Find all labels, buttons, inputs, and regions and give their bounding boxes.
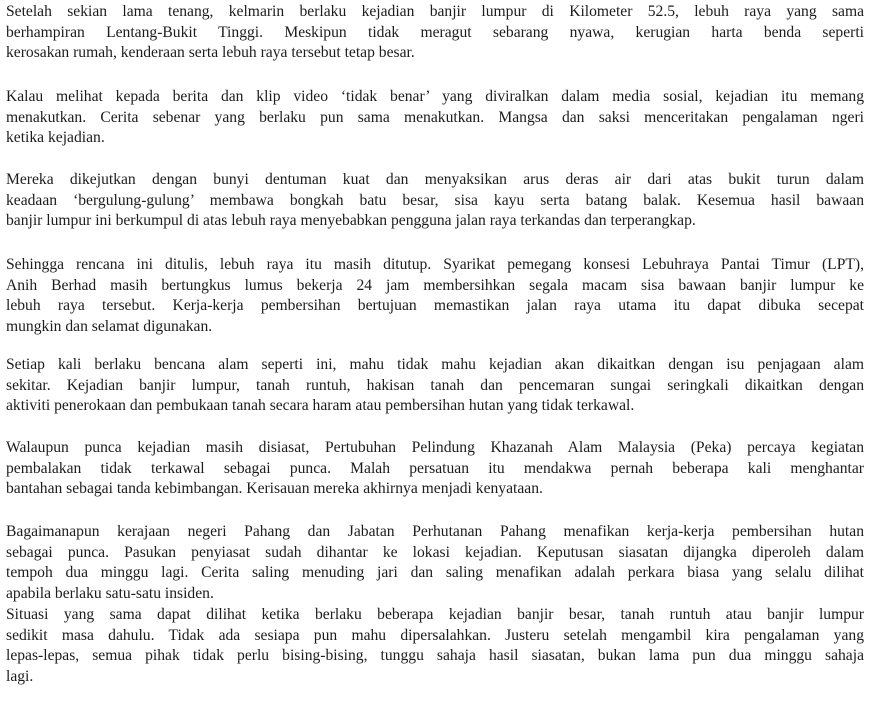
text-line: aktiviti penerokaan dan pembukaan tanah secara haram atau pembersihan hutan yang tidak terkawal. [6, 397, 635, 415]
paragraph [6, 87, 864, 149]
text-line: tempoh dua minggu lagi. Cerita saling menuding jari dan saling menafikan adalah perkara biasa yang selalu dilihat [6, 564, 864, 582]
text-line: Setelah sekian lama tenang, kelmarin berlaku kejadian banjir lumpur di Kilometer 52.5, lebuh raya yang sama [6, 3, 864, 20]
text-line: sekitar. Kejadian banjir lumpur, tanah runtuh, hakisan tanah dan pencemaran sungai seringkali dikaitkan dengan [6, 376, 864, 394]
text-line: sebagai punca. Pasukan penyiasat sudah dihantar ke lokasi kejadian. Keputusan siasatan dijangka diperoleh dalam [6, 543, 864, 561]
paragraph [6, 522, 864, 604]
text-line: Bagaimanapun kerajaan negeri Pahang dan Jabatan Perhutanan Pahang menafikan kerja-kerja pembersihan hutan [6, 523, 864, 540]
text-line: Sehingga rencana ini ditulis, lebuh raya itu masih ditutup. Syarikat pemegang konsesi Lebuhraya Pantai Timur (LPT), [6, 256, 864, 273]
paragraph [6, 438, 864, 500]
text-line: Mereka dikejutkan dengan bunyi dentuman kuat dan menyaksikan arus deras air dari atas bukit turun dalam [6, 171, 864, 188]
text-line: apabila berlaku satu-satu insiden. [6, 584, 214, 602]
text-line: lepas-lepas, semua pihak tidak perlu bising-bising, tunggu sahaja hasil siasatan, bukan lama pun dua minggu sahaja [6, 647, 864, 665]
text-line: sedikit masa dahulu. Tidak ada sesiapa pun mahu dipersalahkan. Justeru setelah mengambil kira pengalaman yang [6, 626, 864, 644]
text-line: ketika kejadian. [6, 129, 105, 147]
paragraph [6, 2, 864, 64]
text-line: bantahan sebagai tanda kebimbangan. Kerisauan mereka akhirnya menjadi kenyataan. [6, 480, 543, 498]
text-line: pembalakan tidak terkawal sebagai punca. Malah persatuan itu mendakwa pernah beberapa kali menghantar [6, 459, 864, 477]
text-line: Situasi yang sama dapat dilihat ketika berlaku beberapa kejadian banjir besar, tanah runtuh atau banjir lumpur [6, 606, 864, 623]
paragraph [6, 605, 864, 687]
text-line: lebuh raya tersebut. Kerja-kerja pembersihan bertujuan memastikan jalan raya utama itu dapat dibuka secepat [6, 297, 864, 315]
text-line: lagi. [6, 667, 34, 685]
paragraph [6, 355, 864, 417]
text-line: kerosakan rumah, kenderaan serta lebuh raya tersebut tetap besar. [6, 44, 415, 62]
text-line: banjir lumpur ini berkumpul di atas lebuh raya menyebabkan pengguna jalan raya terkandas dan terperangkap. [6, 212, 696, 230]
paragraph [6, 255, 864, 337]
paragraph [6, 170, 864, 232]
text-line: Kalau melihat kepada berita dan klip video ‘tidak benar’ yang diviralkan dalam media sosial, kejadian itu memang [6, 88, 864, 105]
text-line: Setiap kali berlaku bencana alam seperti ini, mahu tidak mahu kejadian akan dikaitkan dengan isu penjagaan alam [6, 356, 864, 373]
text-line: mungkin dan selamat digunakan. [6, 317, 213, 335]
text-line: menakutkan. Cerita sebenar yang berlaku pun sama menakutkan. Mangsa dan saksi menceritakan pengalaman ngeri [6, 108, 864, 126]
text-line: berhampiran Lentang-Bukit Tinggi. Meskipun tidak meragut sebarang nyawa, kerugian harta benda seperti [6, 23, 864, 41]
text-line: keadaan ‘bergulung-gulung’ membawa bongkah batu besar, sisa kayu serta batang balak. Kesemua hasil bawaan [6, 191, 864, 209]
text-line: Anih Berhad masih bertungkus lumus bekerja 24 jam membersihkan segala macam sisa bawaan banjir lumpur ke [6, 276, 864, 294]
text-line: Walaupun punca kejadian masih disiasat, Pertubuhan Pelindung Khazanah Alam Malaysia (Peka) percaya kegiatan [6, 439, 864, 456]
